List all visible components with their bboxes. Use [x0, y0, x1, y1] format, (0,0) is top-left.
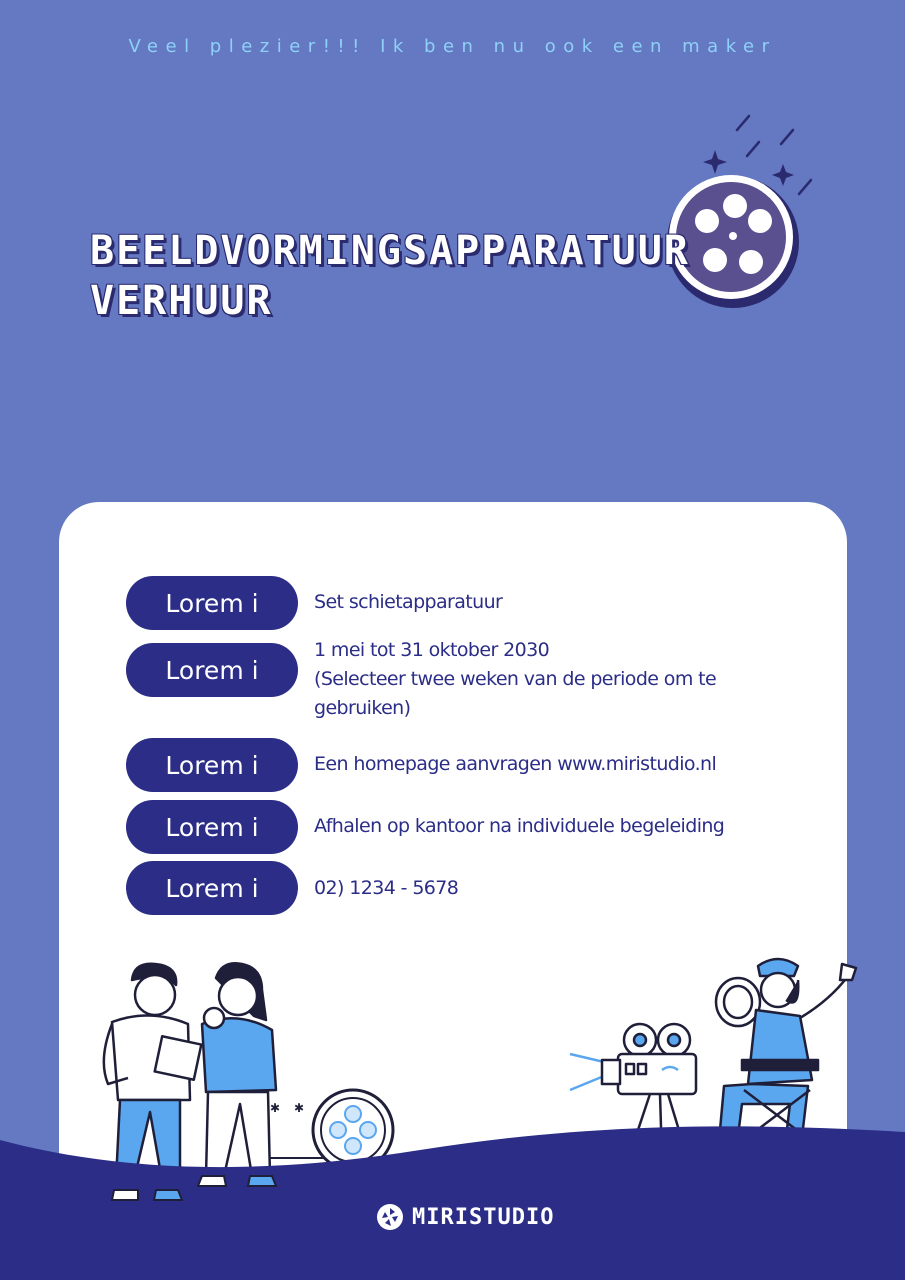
shutter-logo-icon: [376, 1203, 404, 1231]
director-with-megaphone-icon: [716, 959, 856, 1154]
row-label-pill: Lorem i: [126, 861, 298, 915]
row-text: Set schietapparatuur: [314, 591, 503, 613]
svg-text:✱: ✱: [294, 1101, 305, 1115]
svg-text:✱: ✱: [270, 1101, 281, 1115]
brand-logo: [376, 1203, 554, 1231]
brand-name: MIRISTUDIO: [412, 1204, 555, 1230]
row-text: 02) 1234 - 5678: [314, 877, 459, 899]
person-with-notebook-icon: [104, 964, 201, 1192]
row-label-pill: Lorem i: [126, 576, 298, 630]
title-line-2: VERHUUR: [90, 278, 273, 324]
row-text: Een homepage aanvragen www.miristudio.nl: [314, 753, 717, 775]
row-label-pill: Lorem i: [126, 643, 298, 697]
row-label-pill: Lorem i: [126, 800, 298, 854]
title-line-1: BEELDVORMINGSAPPARATUUR: [90, 228, 690, 274]
tagline: Veel plezier!!! Ik ben nu ook een maker: [128, 36, 777, 57]
row-text: Afhalen op kantoor na individuele begeleiding: [314, 815, 725, 837]
person-with-camera-icon: [202, 963, 276, 1176]
row-text: 1 mei tot 31 oktober 2030 (Selecteer twee weken van de periode om te gebruiken): [314, 639, 717, 719]
row-label-pill: Lorem i: [126, 738, 298, 792]
